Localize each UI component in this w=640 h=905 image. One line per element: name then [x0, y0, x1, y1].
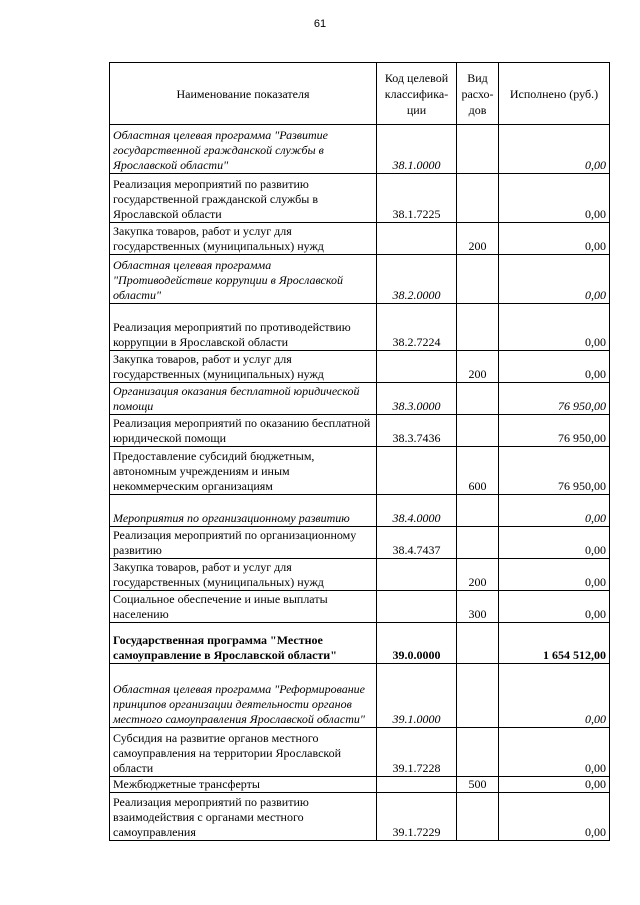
row-code	[377, 591, 457, 623]
row-code: 38.4.7437	[377, 527, 457, 559]
table-row	[110, 383, 610, 415]
row-code: 38.3.0000	[377, 383, 457, 415]
table-row	[110, 304, 610, 351]
table-row	[110, 255, 610, 304]
table-row	[110, 495, 610, 527]
row-code: 38.1.0000	[377, 125, 457, 174]
row-name: Областная целевая программа "Противодействие коррупции в Ярославской области"	[110, 255, 377, 304]
row-vid: 500	[457, 777, 499, 793]
row-amount: 0,00	[499, 793, 610, 841]
row-name: Закупка товаров, работ и услуг для государственных (муниципальных) нужд	[110, 559, 377, 591]
table-row	[110, 447, 610, 495]
page-number: 61	[313, 18, 327, 30]
row-vid	[457, 495, 499, 527]
row-code: 39.0.0000	[377, 623, 457, 664]
row-name: Государственная программа "Местное самоуправление в Ярославской области"	[110, 623, 377, 664]
table-row	[110, 793, 610, 841]
row-vid	[457, 664, 499, 728]
row-code: 38.4.0000	[377, 495, 457, 527]
table-row	[110, 174, 610, 223]
table-row	[110, 777, 610, 793]
row-amount: 0,00	[499, 777, 610, 793]
row-code: 38.2.0000	[377, 255, 457, 304]
table-row	[110, 527, 610, 559]
row-amount: 0,00	[499, 728, 610, 777]
row-amount: 0,00	[499, 125, 610, 174]
row-vid	[457, 304, 499, 351]
row-amount: 0,00	[499, 304, 610, 351]
row-name: Предоставление субсидий бюджетным, автономным учреждениям и иным некоммерческим организациям	[110, 447, 377, 495]
row-vid: 600	[457, 447, 499, 495]
header-amount: Исполнено (руб.)	[499, 63, 610, 125]
row-name: Организация оказания бесплатной юридической помощи	[110, 383, 377, 415]
row-vid	[457, 623, 499, 664]
row-vid	[457, 415, 499, 447]
row-name: Субсидия на развитие органов местного самоуправления на территории Ярославской области	[110, 728, 377, 777]
row-code: 39.1.7228	[377, 728, 457, 777]
row-name: Закупка товаров, работ и услуг для государственных (муниципальных) нужд	[110, 351, 377, 383]
table-row	[110, 664, 610, 728]
row-code: 38.3.7436	[377, 415, 457, 447]
table-row	[110, 591, 610, 623]
row-amount: 76 950,00	[499, 383, 610, 415]
header-name: Наименование показателя	[110, 63, 377, 125]
row-amount: 0,00	[499, 527, 610, 559]
table-row	[110, 728, 610, 777]
row-amount: 0,00	[499, 174, 610, 223]
header-code: Код целевой классифика-ции	[377, 63, 457, 125]
row-vid: 200	[457, 351, 499, 383]
row-code: 39.1.0000	[377, 664, 457, 728]
row-amount: 0,00	[499, 664, 610, 728]
row-vid	[457, 255, 499, 304]
row-name: Закупка товаров, работ и услуг для государственных (муниципальных) нужд	[110, 223, 377, 255]
budget-table	[109, 62, 610, 841]
table-row	[110, 223, 610, 255]
row-name: Реализация мероприятий по организационному развитию	[110, 527, 377, 559]
table-row	[110, 125, 610, 174]
row-code	[377, 223, 457, 255]
row-amount: 0,00	[499, 559, 610, 591]
row-vid: 200	[457, 559, 499, 591]
row-vid	[457, 793, 499, 841]
row-amount: 1 654 512,00	[499, 623, 610, 664]
row-vid	[457, 174, 499, 223]
row-vid	[457, 527, 499, 559]
row-amount: 76 950,00	[499, 447, 610, 495]
row-name: Реализация мероприятий по развитию взаимодействия с органами местного самоуправления	[110, 793, 377, 841]
table-row	[110, 623, 610, 664]
row-code	[377, 777, 457, 793]
row-name: Реализация мероприятий по противодействию коррупции в Ярославской области	[110, 304, 377, 351]
table-row	[110, 415, 610, 447]
row-name: Реализация мероприятий по оказанию бесплатной юридической помощи	[110, 415, 377, 447]
row-name: Мероприятия по организационному развитию	[110, 495, 377, 527]
row-name: Межбюджетные трансферты	[110, 777, 377, 793]
row-code: 39.1.7229	[377, 793, 457, 841]
row-vid	[457, 728, 499, 777]
row-amount: 0,00	[499, 495, 610, 527]
row-amount: 76 950,00	[499, 415, 610, 447]
table-body	[110, 125, 610, 841]
row-amount: 0,00	[499, 223, 610, 255]
row-name: Областная целевая программа "Развитие государственной гражданской службы в Ярославской области"	[110, 125, 377, 174]
row-amount: 0,00	[499, 591, 610, 623]
row-code	[377, 559, 457, 591]
header-vid: Вид расхо-дов	[457, 63, 499, 125]
row-vid: 200	[457, 223, 499, 255]
row-name: Реализация мероприятий по развитию государственной гражданской службы в Ярославской области	[110, 174, 377, 223]
row-amount: 0,00	[499, 351, 610, 383]
row-code: 38.2.7224	[377, 304, 457, 351]
row-vid	[457, 383, 499, 415]
row-vid: 300	[457, 591, 499, 623]
row-code	[377, 447, 457, 495]
row-name: Социальное обеспечение и иные выплаты населению	[110, 591, 377, 623]
table-row	[110, 559, 610, 591]
row-code	[377, 351, 457, 383]
row-code: 38.1.7225	[377, 174, 457, 223]
table-header	[110, 63, 610, 125]
table-row	[110, 351, 610, 383]
row-name: Областная целевая программа "Реформирование принципов организации деятельности органов местного самоуправления Ярославской области"	[110, 664, 377, 728]
row-vid	[457, 125, 499, 174]
row-amount: 0,00	[499, 255, 610, 304]
